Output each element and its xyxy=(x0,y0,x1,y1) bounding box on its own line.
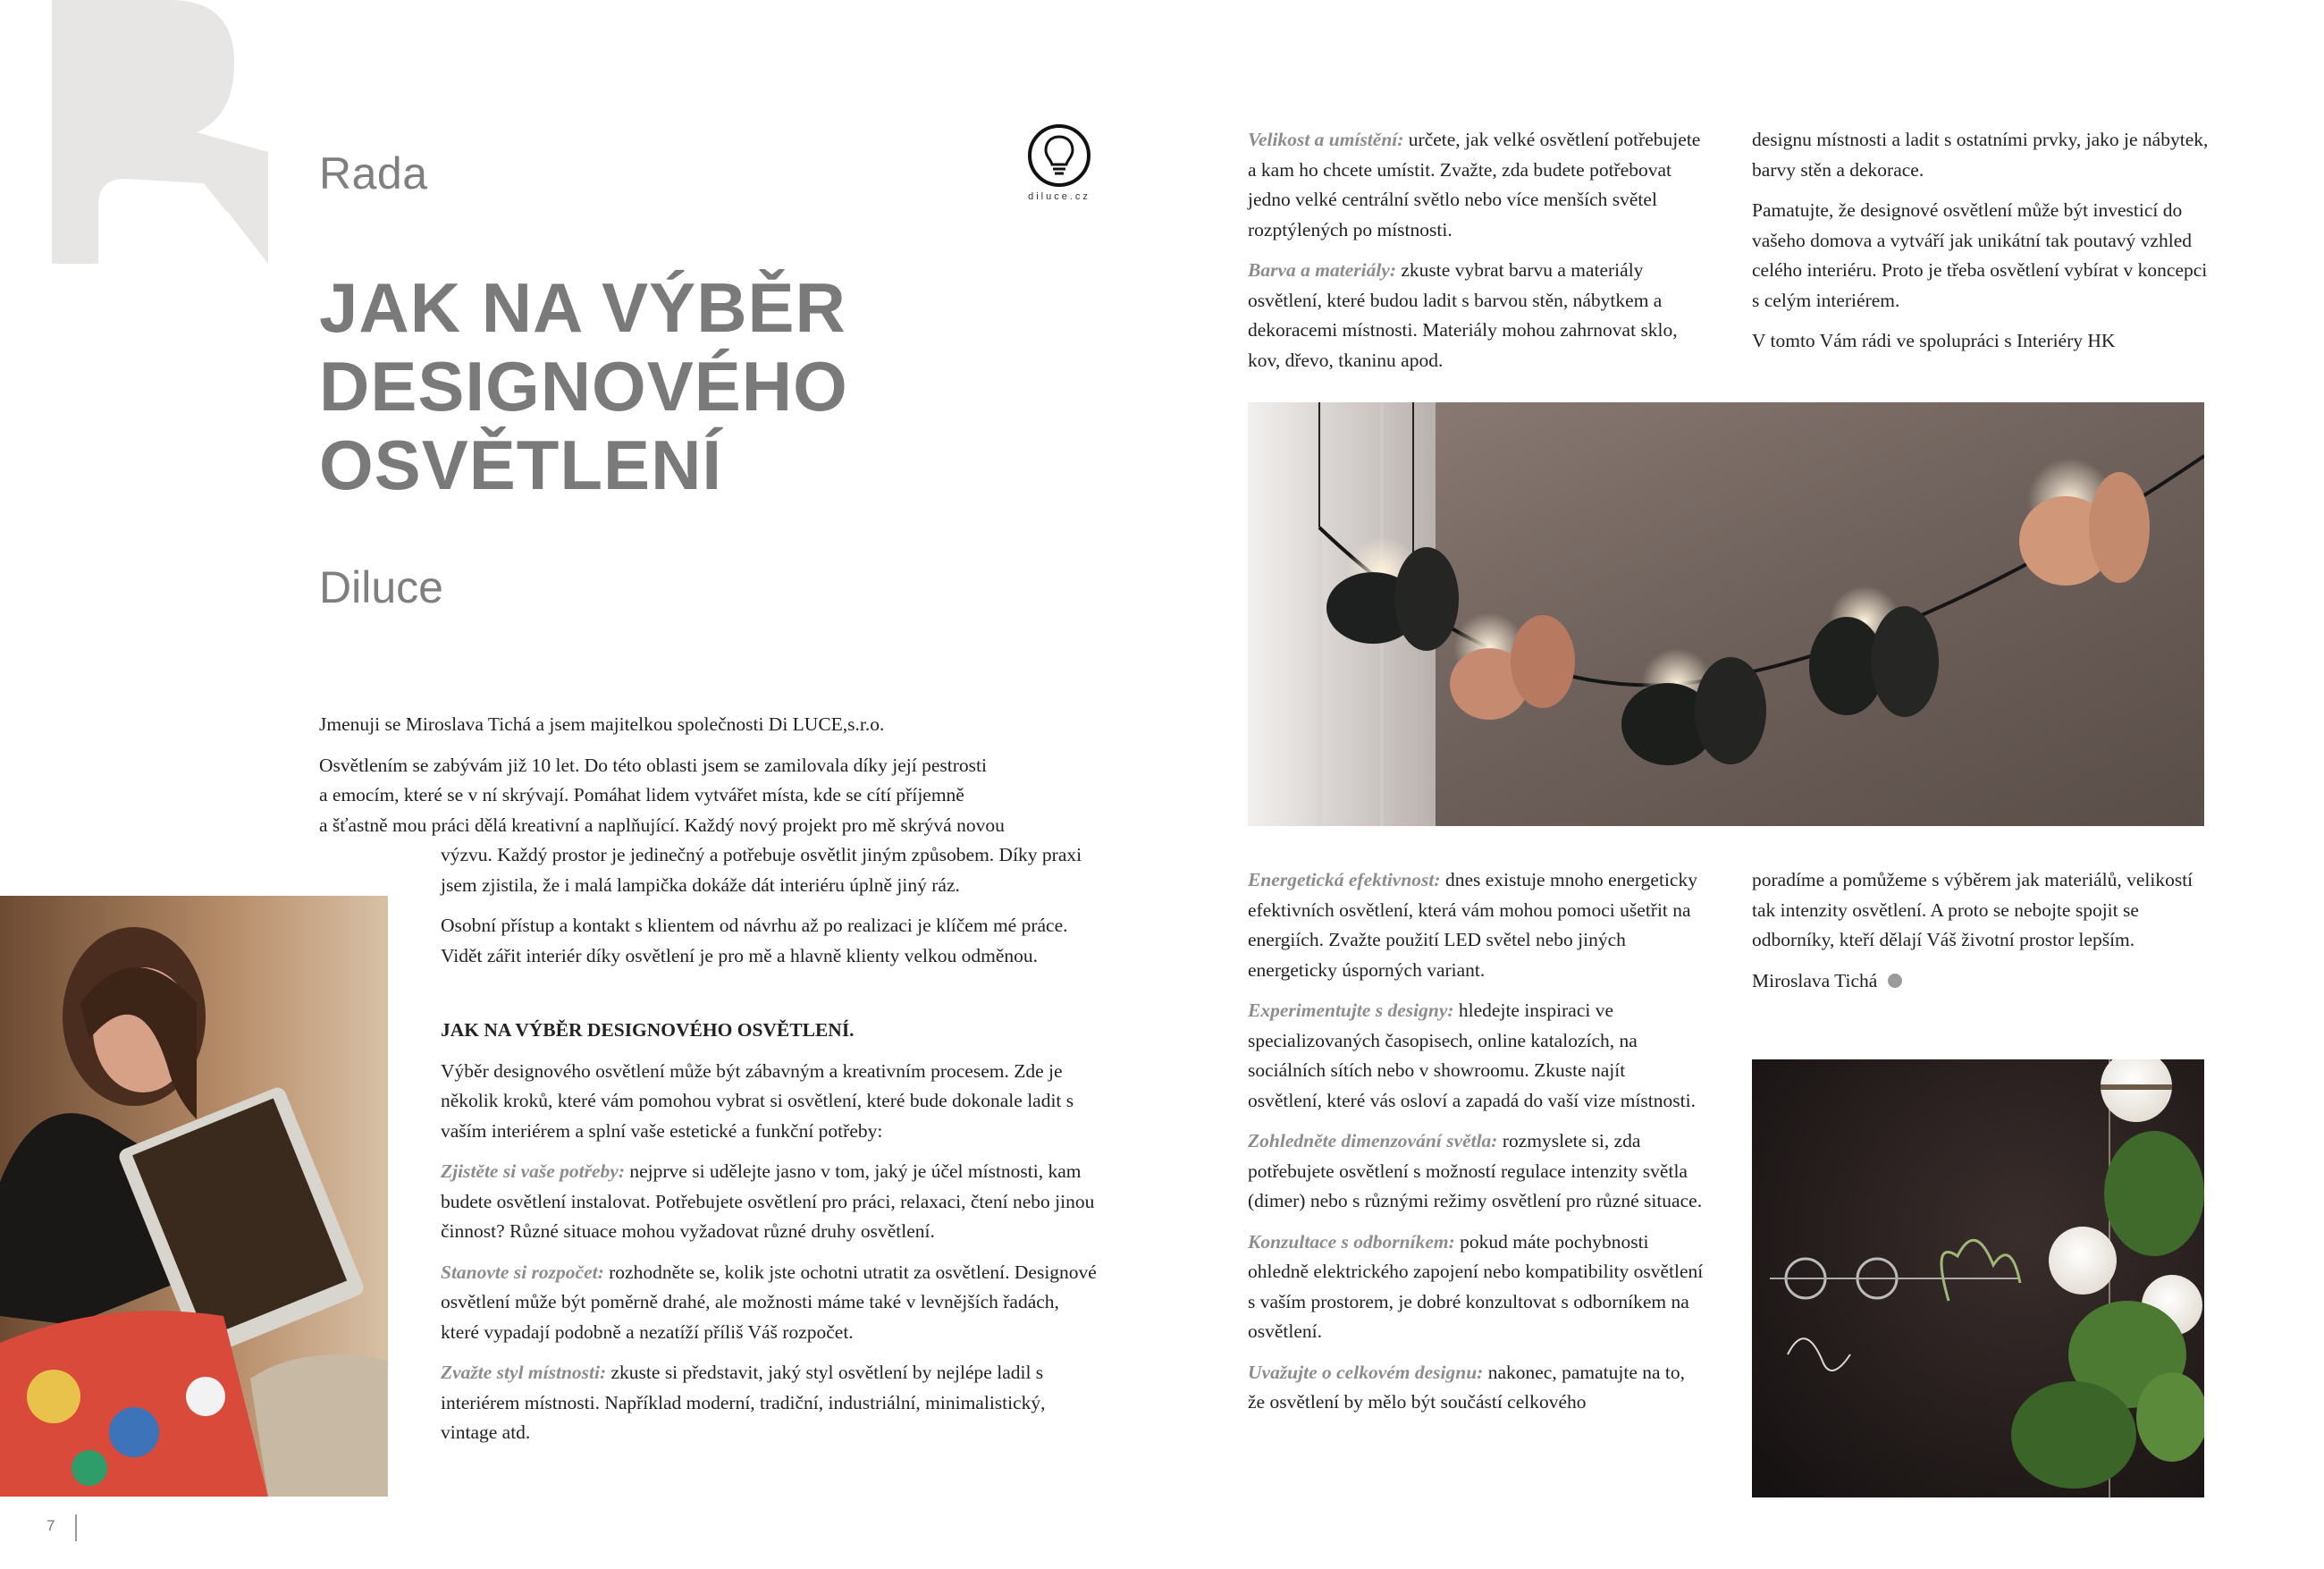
title-line: JAK NA VÝBĚR xyxy=(319,268,846,347)
tip-paragraph xyxy=(441,1258,1102,1348)
author-portrait-photo xyxy=(0,896,388,1497)
tip-lead: Energetická efektivnost: xyxy=(1248,869,1441,890)
intro-line: Jmenuji se Miroslava Tichá a jsem majitelkou společnosti Di LUCE,s.r.o. xyxy=(319,713,885,735)
page-number-divider xyxy=(75,1514,77,1541)
paragraph: Výběr designového osvětlení může být zábavným a kreativním procesem. Zde je několik kroků, které vám pomohou vybrat si osvětlení, které bude dokonale ladit s vaším interiérem a splní vaše estetické a funkční potřeby: xyxy=(441,1059,1074,1142)
main-column xyxy=(441,1016,1102,1459)
tip-text: zkuste si představit, jaký styl osvětlení by nejlépe ladil s interiérem místnosti. Například moderní, tradiční, industriální, minimalistický, vintage atd. xyxy=(441,1362,1046,1443)
right-column-bottom-1 xyxy=(1248,865,1704,1429)
tip-paragraph xyxy=(1248,996,1704,1116)
tip-paragraph xyxy=(1248,1358,1704,1418)
tip-lead: Zvažte styl místnosti: xyxy=(441,1362,607,1383)
intro-body xyxy=(441,840,1102,982)
tip-paragraph xyxy=(1248,125,1704,245)
paragraph: výzvu. Každý prostor je jedinečný a potřebuje osvětlit jiným způsobem. Díky praxi jsem zjistila, že i malá lampička dokáže dát interiéru úplně jiný ráz. xyxy=(441,844,1082,896)
paragraph: V tomto Vám rádi ve spolupráci s Interiéry HK xyxy=(1752,330,2116,351)
right-column-top-1 xyxy=(1248,125,1704,386)
tip-text: zkuste vybrat barvu a materiály osvětlení, které budou ladit s barvou stěn, nábytkem a dekoracemi místnosti. Materiály mohou zahrnovat sklo, kov, dřevo, tkaninu apod. xyxy=(1248,259,1678,371)
tip-text: nakonec, pamatujte na to, že osvětlení by mělo být součástí celkového xyxy=(1248,1361,1686,1413)
tip-lead: Experimentujte s designy: xyxy=(1248,1000,1454,1021)
tip-paragraph xyxy=(1248,865,1704,985)
brand-name: Diluce xyxy=(319,562,443,612)
intro-line: Osvětlením se zabývám již 10 let. Do této oblasti jsem se zamilovala díky její pestrosti xyxy=(319,754,987,776)
tip-text: určete, jak velké osvětlení potřebujete a kam ho chcete umístit. Zvažte, zda budete potřebovat jedno velké centrální světlo nebo více menších světel rozptýlených po místnosti. xyxy=(1248,129,1701,240)
tip-paragraph xyxy=(1248,1227,1704,1347)
paragraph: Pamatujte, že designové osvětlení může být investicí do vašeho domova a vytváří jak unikátní tak poutavý vzhled celého interiéru. Proto je třeba osvětlení vybírat v koncepci s celým interiérem. xyxy=(1752,199,2208,311)
tip-lead: Barva a materiály: xyxy=(1248,259,1397,281)
page-title xyxy=(319,268,848,504)
section-kicker: Rada xyxy=(319,148,428,198)
lightbulb-icon xyxy=(1027,123,1091,188)
tip-lead: Zohledněte dimenzování světla: xyxy=(1248,1130,1498,1151)
paragraph: poradíme a pomůžeme s výběrem jak materiálů, velikostí tak intenzity osvětlení. A proto se nebojte spojit se odborníky, kteří dělají Váš životní prostor lepším. xyxy=(1752,869,2193,950)
intro-line: a emocím, které se v ní skrývají. Pomáhat lidem vytvářet místa, kde se cítí příjemně xyxy=(319,784,964,806)
tip-text: pokud máte pochybnosti ohledně elektrického zapojení nebo kompatibility osvětlení s vaším prostorem, je dobré konzultovat s odborníkem na osvětlení. xyxy=(1248,1230,1704,1342)
pendant-lamps-photo xyxy=(1248,402,2204,826)
right-column-bottom-2 xyxy=(1752,865,2217,1007)
tip-paragraph xyxy=(1248,1126,1704,1217)
tip-paragraph xyxy=(441,1358,1102,1448)
logo-caption: diluce.cz xyxy=(1028,191,1090,202)
tip-text: hledejte inspiraci ve specializovaných časopisech, online katalozích, na sociálních sítích nebo v showroomu. Zkuste najít osvětlení, které vás osloví a zapadá do vaší vize místnosti. xyxy=(1248,1000,1696,1111)
right-column-top-2 xyxy=(1752,125,2217,367)
tip-lead: Konzultace s odborníkem: xyxy=(1248,1230,1455,1253)
paragraph: Osobní přístup a kontakt s klientem od návrhu až po realizaci je klíčem mé práce. Vidět zářit interiér díky osvětlení je pro mě a hlavně klienty velkou odměnou. xyxy=(441,915,1068,966)
subheading: JAK NA VÝBĚR DESIGNOVÉHO OSVĚTLENÍ. xyxy=(441,1019,855,1041)
tip-lead: Velikost a umístění: xyxy=(1248,129,1404,150)
tip-lead: Stanovte si rozpočet: xyxy=(441,1261,604,1283)
page-number: 7 xyxy=(46,1517,55,1534)
tip-text: rozmyslete si, zda potřebujete osvětlení s možností regulace intenzity světla (dimer) nebo s různými režimy osvětlení pro různé situace. xyxy=(1248,1130,1703,1211)
signature: Miroslava Tichá xyxy=(1752,969,1878,991)
tip-text: nejprve si udělejte jasno v tom, jaký je účel místnosti, kam budete osvětlení instalovat. Potřebujete osvětlení pro práci, relaxaci, čtení nebo jinou činnost? Různé situace mohou vyžadovat různé druhy osvětlení. xyxy=(441,1160,1095,1242)
title-line: DESIGNOVÉHO xyxy=(319,347,848,426)
tip-lead: Zjistěte si vaše potřeby: xyxy=(441,1160,625,1182)
title-line: OSVĚTLENÍ xyxy=(319,426,723,504)
tip-text: dnes existuje mnoho energeticky efektivních osvětlení, která vám mohou pomoci ušetřit na energiích. Zvažte použití LED světel nebo jiných energeticky úsporných variant. xyxy=(1248,869,1697,981)
decorative-letter-r xyxy=(0,0,286,268)
tip-paragraph xyxy=(441,1157,1102,1247)
diluce-logo xyxy=(1023,123,1095,202)
tip-lead: Uvažujte o celkovém designu: xyxy=(1248,1361,1484,1383)
globe-lamps-plants-photo xyxy=(1752,1059,2204,1497)
intro-text xyxy=(319,710,1115,840)
tip-text: rozhodněte se, kolik jste ochotni utratit za osvětlení. Designové osvětlení může být poměrně drahé, ale možnosti máme také v levnějších řadách, které vypadají podobně a nezatíží příliš Váš rozpočet. xyxy=(441,1261,1097,1343)
paragraph: designu místnosti a ladit s ostatními prvky, jako je nábytek, barvy stěn a dekorace. xyxy=(1752,129,2209,181)
end-mark-icon xyxy=(1888,974,1902,988)
intro-line: a šťastně mou práci dělá kreativní a naplňující. Každý nový projekt pro mě skrývá novou xyxy=(319,814,1005,836)
tip-paragraph xyxy=(1248,256,1704,375)
signature-line xyxy=(1752,966,2217,997)
